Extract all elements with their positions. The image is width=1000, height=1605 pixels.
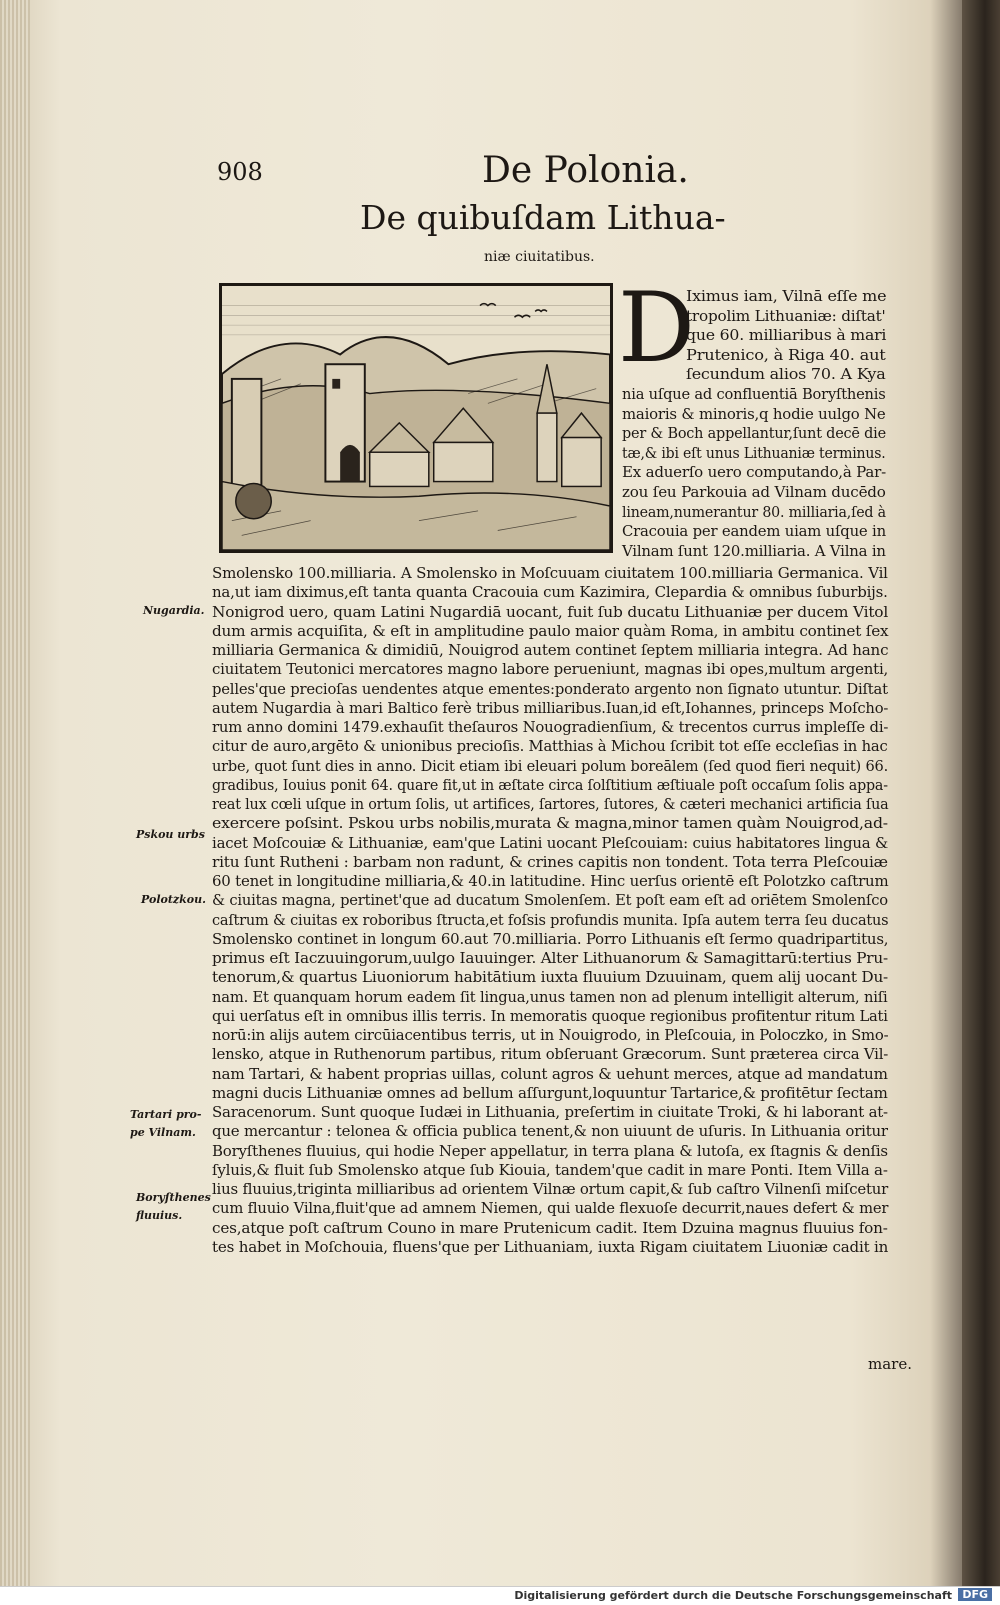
text-line: ſecundum alios 70. A Kya <box>686 365 886 384</box>
text-line: que 60. milliaribus à mari <box>686 326 887 345</box>
text-line: nia uſque ad confluentiā Boryſthenis <box>622 385 886 403</box>
chapter-title-line2: niæ ciuitatibus. <box>484 249 595 265</box>
text-line: lius fluuius,triginta milliaribus ad orientem Vilnæ ortum capit,& ſub caſtro Vilnenſi miſcetur <box>212 1180 889 1198</box>
text-line: Saracenorum. Sunt quoque Iudæi in Lithuania, preſertim in ciuitate Troki, & hi laborant at- <box>212 1103 888 1121</box>
text-line: lensko, atque in Ruthenorum partibus, ritum obſeruant Græcorum. Sunt præterea circa Vil- <box>212 1045 889 1064</box>
marginal-note: pe Vilnam. <box>130 1126 196 1139</box>
text-line: tes habet in Moſchouia, fluens'que per Lithuaniam, iuxta Rigam ciuitatem Liuoniæ cadit in <box>212 1237 889 1256</box>
catchword: mare. <box>868 1355 912 1373</box>
text-line: ſyluis,& fluit ſub Smolensko atque ſub Kiouia, tandem'que cadit in mare Ponti. Item Villa a- <box>212 1160 888 1179</box>
dfg-logo: DFG <box>958 1588 992 1601</box>
text-line: gradibus, Iouius ponit 64. quare fit,ut in æſtate circa ſolſtitium æſtiuale poſt occaſum ſolis appa- <box>212 775 888 794</box>
text-line: maioris & minoris,q hodie uulgo Ne <box>622 404 886 423</box>
text-line: magni ducis Lithuaniæ omnes ad bellum aſſurgunt,loquuntur Tartarice,& profitētur ſectam <box>212 1083 888 1102</box>
text-line: caſtrum & ciuitas ex roboribus ſtructa,et foſsis profundis munita. Ipſa autem terra ſeu ducatus <box>212 910 889 929</box>
text-line: Ex aduerſo uero computando,à Par- <box>622 463 886 482</box>
text-line: na,ut iam diximus,eſt tanta quanta Cracouia cum Kazimira, Clepardia & omnibus ſuburbijs. <box>212 583 888 602</box>
text-line: nam Tartari, & habent proprias uillas, colunt agros & uehunt merces, atque ad mandatum <box>212 1064 888 1083</box>
chapter-title-line1: De quibuſdam Lithua- <box>360 198 726 237</box>
text-line: primus eſt Iaczuuingorum,uulgo Iauuinger. Alter Lithuanorum & Samagittarū:tertius Pru- <box>212 949 888 967</box>
marginal-note: Pskou urbs <box>136 828 205 841</box>
footer-bar <box>0 1586 1000 1605</box>
text-line: pelles'que precioſas uendentes atque ementes:ponderato argento non ſignato utuntur. Diſtat <box>212 679 888 698</box>
text-line: per & Boch appellantur,ſunt decē die <box>622 424 886 443</box>
text-line: Cracouia per eandem uiam uſque in <box>622 522 886 541</box>
text-line: nam. Et quanquam horum eadem ſit lingua,unus tamen non ad plenum intelligit alterum, niſi <box>212 987 888 1006</box>
text-line: norū:in alijs autem circūiacentibus terris, ut in Nouigrodo, in Pleſcouia, in Poloczko, in Smo- <box>212 1026 889 1044</box>
book-gutter <box>962 0 1000 1586</box>
text-line: exercere poſsint. Pskou urbs nobilis,murata & magna,minor tamen quàm Nouigrod,ad- <box>212 814 888 833</box>
text-line: Smolensko continet in longum 60.aut 70.milliaria. Porro Lithuanis eſt ſermo quadripartitus, <box>212 929 889 948</box>
text-line: qui uerſatus eſt in omnibus illis terris. In memoratis quoque regionibus profitentur ritum Lati <box>212 1006 888 1025</box>
text-line: tenorum,& quartus Liuoniorum habitātium iuxta fluuium Dzuuinam, quem alij uocant Du- <box>212 968 889 987</box>
text-line: dum armis acquiſita, & eſt in amplitudine paulo maior quàm Roma, in ambitu continet ſex <box>212 621 889 640</box>
text-line: zou ſeu Parkouia ad Vilnam ducēdo <box>622 483 886 501</box>
text-line: reat lux cœli uſque in ortum ſolis, ut artifices, ſartores, ſutores, & cæteri mechanici artificia ſua <box>212 795 889 813</box>
text-line: 60 tenet in longitudine milliaria,& 40.in latitudine. Hinc uerſus orientē eſt Polotzko caſtrum <box>212 872 889 890</box>
woodcut-illustration <box>219 283 613 553</box>
text-line: lineam,numerantur 80. milliaria,ſed à <box>622 502 886 521</box>
marginal-note: Nugardia. <box>143 604 205 617</box>
text-line: que mercantur : telonea & officia publica tenent,& non uiuunt de uſuris. In Lithuania oritur <box>212 1122 888 1141</box>
running-head: De Polonia. <box>482 150 689 191</box>
woodcut-town-scene <box>222 286 610 550</box>
text-line: Nonigrod uero, quam Latini Nugardiā uocant, fuit ſub ducatu Lithuaniæ per ducem Vitol <box>212 602 889 621</box>
text-line: rum anno domini 1479.exhauſit theſauros Nouogradienſium, & trecentos currus impleſſe di- <box>212 718 889 736</box>
text-line: Vilnam ſunt 120.milliaria. A Vilna in <box>622 541 886 560</box>
text-line: & ciuitas magna, pertinet'que ad ducatum Smolenſem. Et poſt eam eſt ad oriētem Smolenſco <box>212 891 888 910</box>
drop-cap: D <box>618 272 695 384</box>
text-line: Smolensko 100.milliaria. A Smolensko in Moſcuuam ciuitatem 100.milliaria Germanica. Vil <box>212 564 888 582</box>
marginal-note: Polotzkou. <box>141 893 206 906</box>
text-line: cum fluuio Vilna,fluit'que ad amnem Niemen, qui ualde flexuoſe decurrit,naues defert & mer <box>212 1199 889 1218</box>
text-line: Boryſthenes fluuius, qui hodie Neper appellatur, in terra plana & lutoſa, ex ſtagnis & denſis <box>212 1141 888 1160</box>
text-line: iacet Moſcouiæ & Lithuaniæ, eam'que Latini uocant Pleſcouiam: cuius habitatores lingua & <box>212 833 889 852</box>
text-line: urbe, quot ſunt dies in anno. Dicit etiam ibi eleuari polum boreālem (ſed quod fieri nequit) 66. <box>212 756 888 775</box>
text-line: tæ,& ibi eſt unus Lithuaniæ terminus. <box>622 443 886 462</box>
text-line: ces,atque poſt caſtrum Couno in mare Prutenicum cadit. Item Dzuina magnus fluuius fon- <box>212 1218 888 1237</box>
text-line: Iximus iam, Vilnā eſſe me <box>686 287 887 305</box>
page-number: 908 <box>217 158 263 186</box>
text-line: Prutenico, à Riga 40. aut <box>686 345 886 364</box>
footer-credit: Digitalisierung gefördert durch die Deutsche Forschungsgemeinschaft <box>514 1589 952 1602</box>
marginal-note: Tartari pro- <box>130 1108 202 1121</box>
text-line: autem Nugardia à mari Baltico ferè tribus milliaribus.Iuan,id eſt,Iohannes, princeps Moſcho- <box>212 698 889 717</box>
page-edge-stack <box>0 0 30 1586</box>
text-line: ritu ſunt Rutheni : barbam non radunt, & crines capitis non tondent. Tota terra Pleſcouiæ <box>212 852 888 871</box>
text-line: citur de auro,argēto & unionibus precioſis. Matthias à Michou ſcribit tot eſſe eccleſias in hac <box>212 737 888 756</box>
text-line: ciuitatem Teutonici mercatores magno labore perueniunt, magnas ibi opes,multum argenti, <box>212 660 889 679</box>
marginal-note: fluuius. <box>136 1209 183 1222</box>
text-line: milliaria Germanica & dimidiū, Nouigrod autem continet ſeptem milliaria integra. Ad hanc <box>212 641 889 659</box>
text-line: tropolim Lithuaniæ: diſtat' <box>686 306 886 325</box>
marginal-note: Boryſthenes <box>136 1191 211 1204</box>
